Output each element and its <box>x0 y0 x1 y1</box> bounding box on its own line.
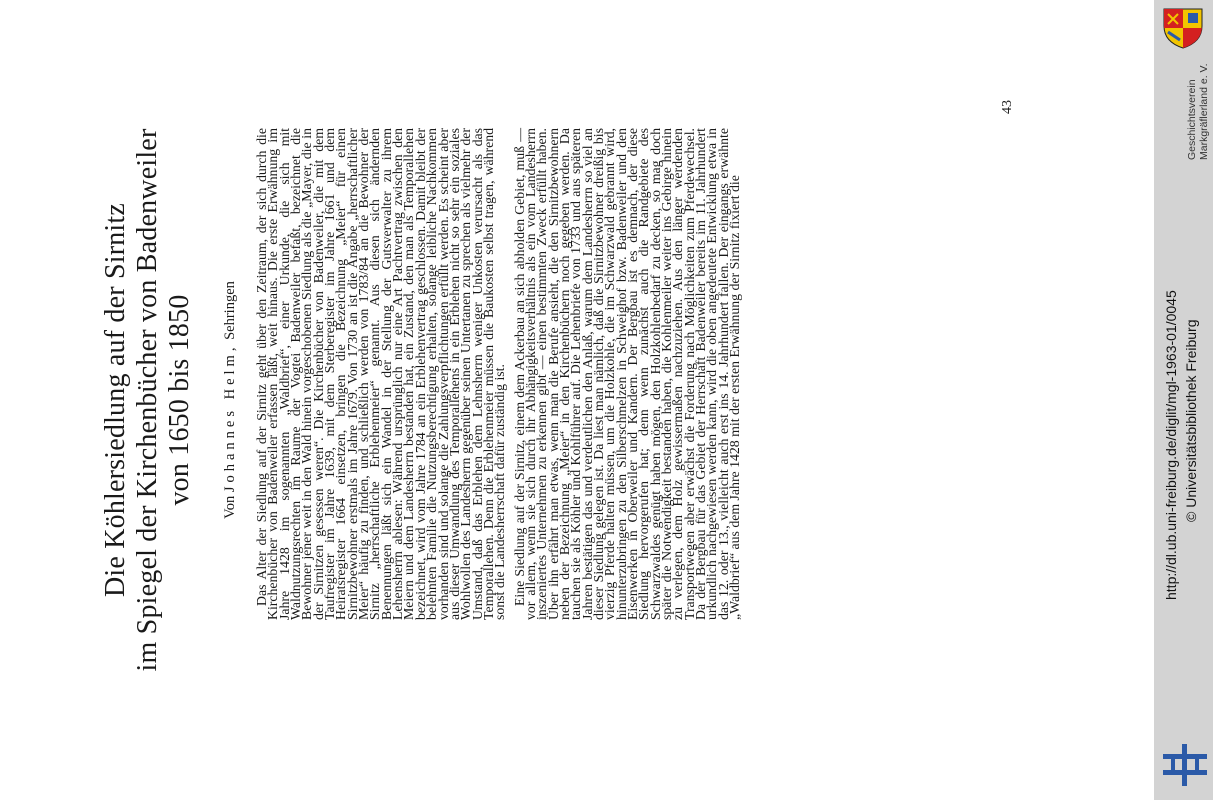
paragraph-2: Eine Siedlung auf der Sirnitz, einem dem Ackerbau an sich abholden Gebiet, muß — vor allem, wenn sie sich durch ihr Abhängigkeitsverhältnis als ein vom Landesherrn inszeniertes Unternehmen zu erkennen gibt — einen bestimmten Zweck erfüllt haben. Über ihn erfährt man etwas, wenn man die Berufe ansieht, die den Sirnitzbewohnern neben der Bezeichnung „Meier“ in den Kirchenbüchern noch gegeben werden. Da tauchen sie als Köhler und Kohlführer auf. Die Lehenbriefe von 1733 und aus späteren Jahren bestätigen das und verdeutlichen den Anlaß, warum dem Landesherrn so viel an dieser Siedlung gelegen ist. Da liest man nämlich, daß die Sirnitzbewohner dreißig bis vierzig Pferde halten müssen, um die Holzkohle, die im Schwarzwald gebrannt wird, hinunterzubringen zu den Silberschmelzen in Schweighof bzw. Badenweiler und den Eisenwerken in Oberweiler und Kandern. Der Bergbau ist es demnach, der diese Siedlung hervorgerufen hat; denn wenn zunächst auch die Randgebiete des Schwarzwaldes genügt haben mögen, den Holzkohlenbedarf zu decken, so mag doch später die Notwendigkeit bestanden haben, die Kohlenmeiler weiter ins Gebirge hinein zu verlegen, dem Holz gewissermaßen nachzuziehen. Aus den länger werdenden Transportwegen aber erwächst die Forderung nach Möglichkeiten zum Pferdewechsel. Da der Bergbau für das Gebiet der Herrschaft Badenweiler bereits im 11. Jahrhundert urkundlich nachgewiesen werden kann, wird die oben angedeutete Entwicklung etwa in das 12. oder 13., vielleicht auch erst ins 14. Jahrhundert fallen. Der eingangs erwähnte „Waldbrief“ aus dem Jahre 1428 mit der ersten Erwähnung der Sirnitz fixiert die <box>511 128 743 620</box>
author-location: Sehringen <box>222 281 238 340</box>
title-line-2: im Spiegel der Kirchenbücher von Badenweiler <box>132 128 163 672</box>
paragraph-1: Das Alter der Siedlung auf der Sirnitz geht über den Zeitraum, der sich durch die Kirchenbücher von Badenweiler erfassen läßt, weit hinaus. Die erste Erwähnung im Jahre 1428 im sogenannten „Waldbrief“, einer Urkunde, die sich mit Waldnutzungsrechten im Raume der Vogtei Badenweiler befaßt, bezeichnet die Bewohner jener weit in den Wald hinein vorgeschobenen Siedlung als die „Mayer, die in der Sirnitzen gesessen weren“. Die Kirchenbücher von Badenweiler, die mit dem Taufregister im Jahre 1639, mit dem Sterberegister im Jahre 1661 und dem Heiratsregister 1664 einsetzen, bringen die Bezeichnung „Meier“ für einen Sirnitzbewohner erstmals im Jahre 1679. Von 1730 an ist die Angabe „herrschaftlicher Meier“ häufig zu finden, und schließlich werden von 1783/84 an die Bewohner der Sirnitz „herrschaftliche Erblehenmeier“ genannt. Aus diesen sich ändernden Benennungen läßt sich ein Wandel in der Stellung der Gutsverwalter zu ihrem Lehensherrn ablesen: Während ursprünglich nur eine Art Pachtvertrag zwischen den Meiern und dem Landesherrn bestanden hat, ein Zustand, den man als Temporallehen bezeichnet, wird vom Jahre 1784 an ein Erblehenvertrag geschlossen. Damit bleibt der belehnten Familie die Nutzungsberechtigung erhalten, solange leibliche Nachkommen vorhanden sind und solange die Zahlungsverpflichtungen erfüllt werden. Es scheint aber aus dieser Umwandlung des Temporallehens in ein Erblehen nicht so sehr ein soziales Wohlwollen des Landesherrn gegenüber seinen Untertanen zu sprechen als vielmehr der Umstand, daß das Erblehen dem Lehnsherrn weniger Unkosten verursacht als das Temporallehen. Denn die Erblehenmeier müssen die Baukosten selbst tragen, während sonst die Landesherrschaft dafür zuständig ist. <box>254 128 508 620</box>
society-name-line1: Geschichtsverein <box>1186 79 1198 160</box>
author-name: Johannes Helm, <box>222 343 238 493</box>
title-line-1: Die Köhlersiedlung auf der Sirnitz <box>100 202 131 598</box>
article-title <box>100 0 196 800</box>
ub-freiburg-logo-icon <box>1163 744 1207 786</box>
article-body <box>254 128 743 620</box>
society-name-line2: Markgräflerland e. V. <box>1198 63 1210 160</box>
source-url-link[interactable]: http://dl.ub.uni-freiburg.de/diglit/mgl-1963-01/0045 <box>1163 290 1179 600</box>
title-line-3: von 1650 bis 1850 <box>164 294 195 506</box>
copyright-notice: © Universitätsbibliothek Freiburg <box>1183 319 1199 522</box>
coat-of-arms-icon <box>1158 6 1208 50</box>
page-number: 43 <box>1000 100 1015 114</box>
byline-prefix: Von <box>222 495 238 519</box>
byline <box>220 0 240 800</box>
